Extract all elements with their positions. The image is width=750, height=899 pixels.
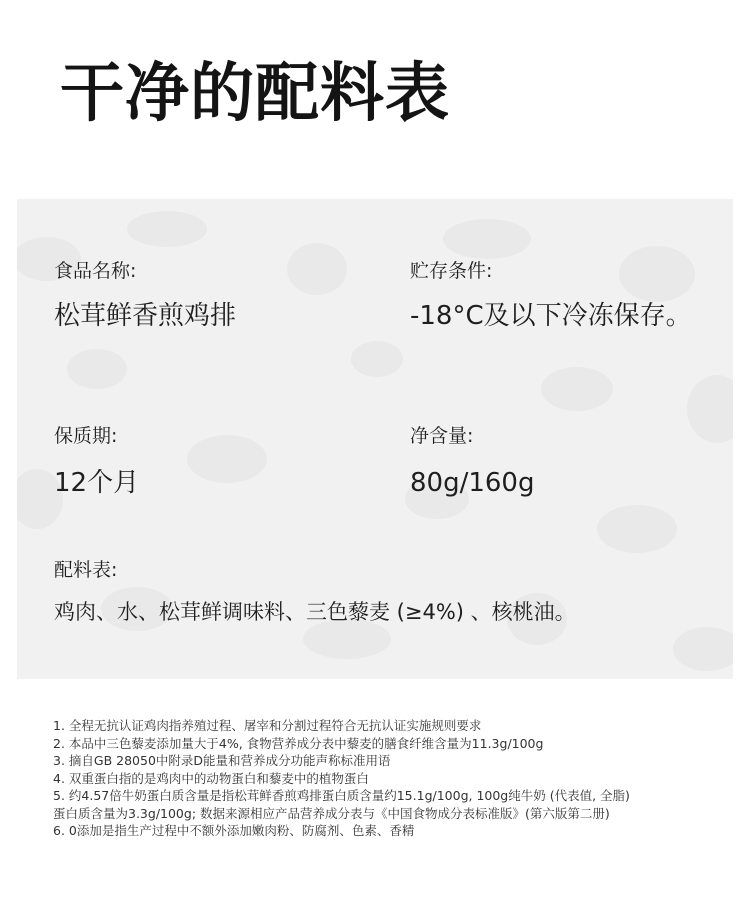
ingredients-value: 鸡肉、水、松茸鲜调味料、三色藜麦 (≥4%) 、核桃油。 xyxy=(54,600,576,624)
ingredients-info-panel xyxy=(17,199,733,679)
footnote-1: 1. 全程无抗认证鸡肉指养殖过程、屠宰和分割过程符合无抗认证实施规则要求 xyxy=(53,718,482,733)
storage-label: 贮存条件: xyxy=(410,260,493,282)
product-name-value: 松茸鲜香煎鸡排 xyxy=(54,301,237,331)
product-name-label: 食品名称: xyxy=(54,260,137,282)
storage-value: -18°C及以下冷冻保存。 xyxy=(410,301,692,331)
shelf-life-value: 12个月 xyxy=(54,468,140,498)
net-content-value: 80g/160g xyxy=(410,468,535,498)
ingredients-field xyxy=(54,561,576,623)
footnote-3: 3. 摘自GB 28050中附录D能量和营养成分功能声称标准用语 xyxy=(53,753,391,768)
page-title: 干净的配料表 xyxy=(60,57,450,131)
net-content-field xyxy=(410,427,534,496)
footnote-2: 2. 本品中三色藜麦添加量大于4%, 食物营养成分表中藜麦的膳食纤维含量为11.3g/100g xyxy=(53,735,544,751)
ingredients-label: 配料表: xyxy=(54,559,118,581)
product-name-field xyxy=(54,262,236,329)
footnote-5-continued: 蛋白质含量为3.3g/100g; 数据来源相应产品营养成分表与《中国食物成分表标准版》(第六版第二册) xyxy=(53,805,610,821)
net-content-label: 净含量: xyxy=(410,425,474,447)
footnote-5: 5. 约4.57倍牛奶蛋白质含量是指松茸鲜香煎鸡排蛋白质含量约15.1g/100g, 100g纯牛奶 (代表值, 全脂) xyxy=(53,788,630,803)
storage-field xyxy=(410,262,692,329)
shelf-life-field xyxy=(54,427,139,496)
footnote-6: 6. 0添加是指生产过程中不额外添加嫩肉粉、防腐剂、色素、香精 xyxy=(53,823,415,838)
footnote-4: 4. 双重蛋白指的是鸡肉中的动物蛋白和藜麦中的植物蛋白 xyxy=(53,770,369,786)
shelf-life-label: 保质期: xyxy=(54,425,118,447)
footnotes xyxy=(53,717,723,840)
